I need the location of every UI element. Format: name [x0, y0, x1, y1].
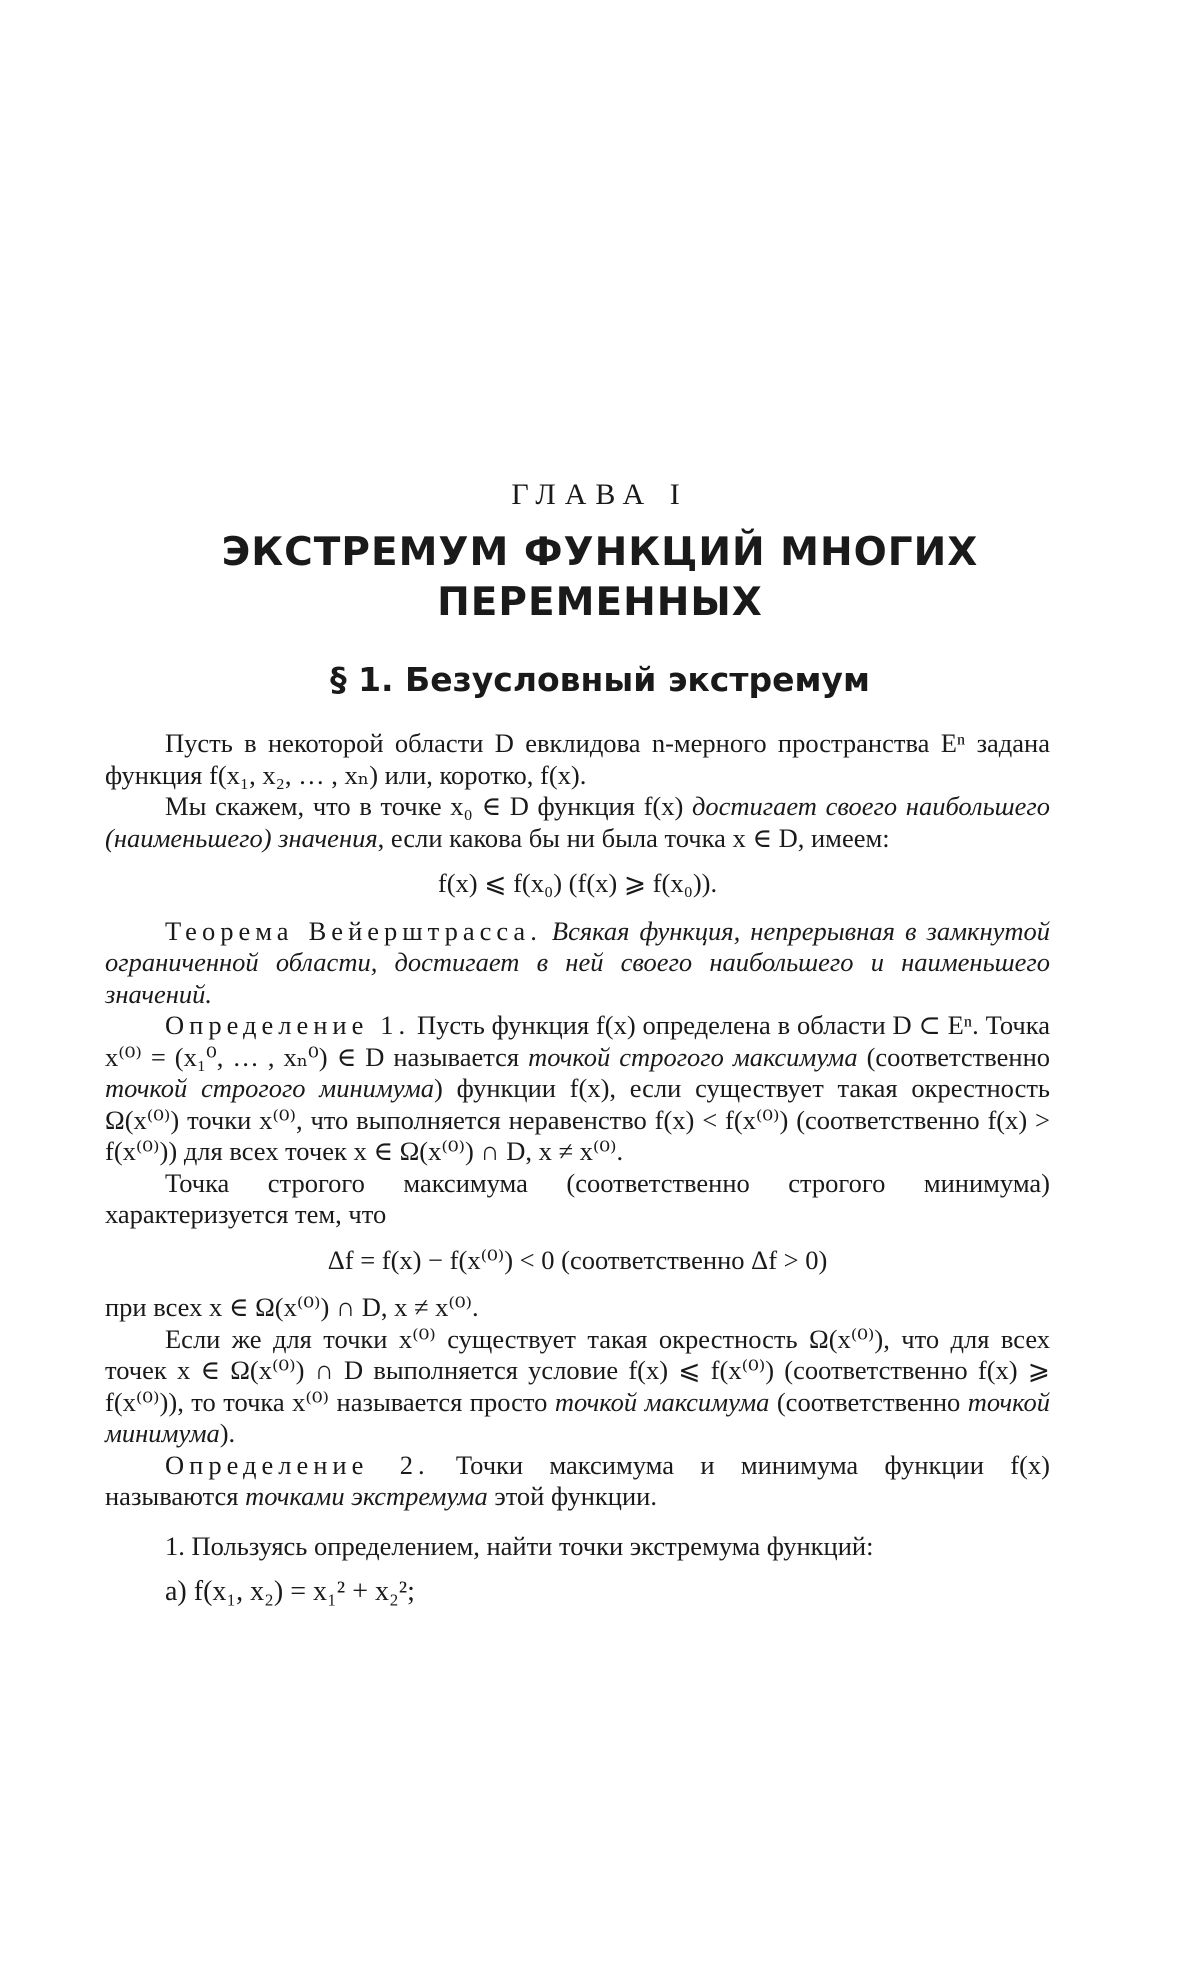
definition-2-label: Определение 2.: [165, 1449, 430, 1480]
text-run: Точки максимума и минимума функции f(x) называются: [105, 1449, 1050, 1511]
body-text: [105, 728, 1050, 1608]
theorem-text: Всякая функция, непрерывная в замкнутой ограниченной области, достигает в ней своего наибольшего и наименьшего значений.: [105, 915, 1050, 1009]
chapter-label: ГЛАВА I: [511, 478, 689, 511]
paragraph-strict-max: Точка строгого максимума (соответственно строгого минимума) характеризуется тем, что: [105, 1167, 1050, 1229]
text-run: ) функции f(x), если существует такая окрестность Ω(x⁽⁰⁾) точки x⁽⁰⁾, что выполняется неравенство f(x) < f(x⁽⁰⁾) (соответственно f(x) > f(x⁽⁰⁾)) для всех точек x ∈ Ω(x⁽⁰⁾) ∩ D, x ≠ x⁽⁰⁾.: [105, 1073, 1050, 1166]
formula-inequality: f(x) ⩽ f(x₀) (f(x) ⩾ f(x₀)).: [437, 868, 718, 898]
text-run: (соответственно: [857, 1041, 1050, 1072]
chapter-title-line-1: ЭКСТРЕМУМ ФУНКЦИЙ МНОГИХ: [221, 530, 979, 575]
text-run: ).: [219, 1418, 236, 1448]
text-run: (соответственно: [769, 1386, 968, 1417]
text-run: Если же для точки x⁽⁰⁾ существует такая окрестность Ω(x⁽⁰⁾), что для всех точек x ∈ Ω(x⁽⁰⁾) ∩ D выполняется условие f(x) ⩽ f(x⁽⁰⁾) (соответственно f(x) ⩾ f(x⁽⁰⁾)), то точка x⁽⁰⁾ называется просто: [105, 1323, 1050, 1417]
paragraph-definition-2: [105, 1450, 1050, 1513]
paragraph-definition-extremum: [105, 791, 1050, 854]
definition-1-label: Определение 1.: [165, 1010, 411, 1040]
text-run: Пусть функция f(x) определена в области D ⊂ Eⁿ. Точка x⁽⁰⁾ = (x₁⁰, … , xₙ⁰) ∈ D называется: [105, 1010, 1050, 1072]
formula-delta: Δf = f(x) − f(x⁽⁰⁾) < 0 (соответственно Δf > 0): [327, 1244, 828, 1275]
text-run: Мы скажем, что в точке x₀ ∈ D функция f(x): [165, 791, 692, 821]
exercise-1-item-a: а) f(x₁, x₂) = x₁² + x₂²;: [165, 1576, 415, 1607]
theorem-label: Теорема Вейерштрасса.: [165, 915, 542, 946]
text-run: , если какова бы ни была точка x ∈ D, имеем:: [377, 822, 890, 853]
italic-term: точкой минимума: [105, 1386, 1051, 1448]
chapter-title-line-2: ПЕРЕМЕННЫХ: [437, 580, 763, 625]
paragraph-definition-1: [105, 1010, 1050, 1168]
chapter-title: [0, 528, 1200, 628]
paragraph-for-all: при всех x ∈ Ω(x⁽⁰⁾) ∩ D, x ≠ x⁽⁰⁾.: [105, 1292, 479, 1322]
italic-term: точками экстремума: [245, 1481, 488, 1511]
exercise-1: 1. Пользуясь определением, найти точки экстремума функций:: [165, 1530, 874, 1561]
italic-term: точкой строгого минимума: [105, 1073, 435, 1103]
italic-term: достигает своего наибольшего (наименьшего) значения: [105, 791, 1050, 853]
paragraph-nonstrict: [105, 1324, 1050, 1450]
paragraph-theorem: [105, 916, 1050, 1011]
italic-term: точкой строгого максимума: [528, 1041, 858, 1072]
italic-term: точкой максимума: [554, 1386, 770, 1417]
paragraph-intro: Пусть в некоторой области D евклидова n-мерного пространства Eⁿ задана функция f(x₁, x₂, … , xₙ) или, коротко, f(x).: [105, 728, 1050, 790]
text-run: этой функции.: [487, 1481, 657, 1511]
section-title: § 1. Безусловный экстремум: [330, 660, 870, 699]
